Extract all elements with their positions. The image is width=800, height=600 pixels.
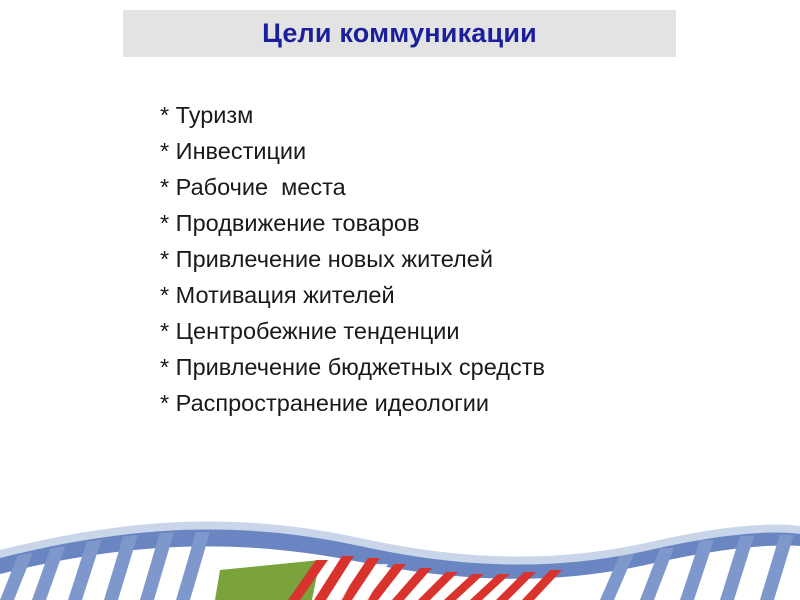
list-item: * Привлечение бюджетных средств bbox=[160, 354, 546, 380]
list-item: * Рабочие места bbox=[160, 174, 346, 200]
slide-title: Цели коммуникации bbox=[262, 18, 537, 48]
list-item: * Продвижение товаров bbox=[160, 210, 420, 236]
list-item: * Мотивация жителей bbox=[160, 282, 395, 308]
list-item: * Инвестиции bbox=[160, 138, 307, 164]
title-bar bbox=[123, 10, 676, 57]
ribbon-wave-decoration bbox=[0, 510, 800, 600]
list-item: * Привлечение новых жителей bbox=[160, 246, 493, 272]
list-item: * Центробежние тенденции bbox=[160, 318, 460, 344]
list-item: * Распространение идеологии bbox=[160, 390, 489, 416]
list-item: * Туризм bbox=[160, 102, 254, 128]
goals-list bbox=[160, 97, 545, 421]
